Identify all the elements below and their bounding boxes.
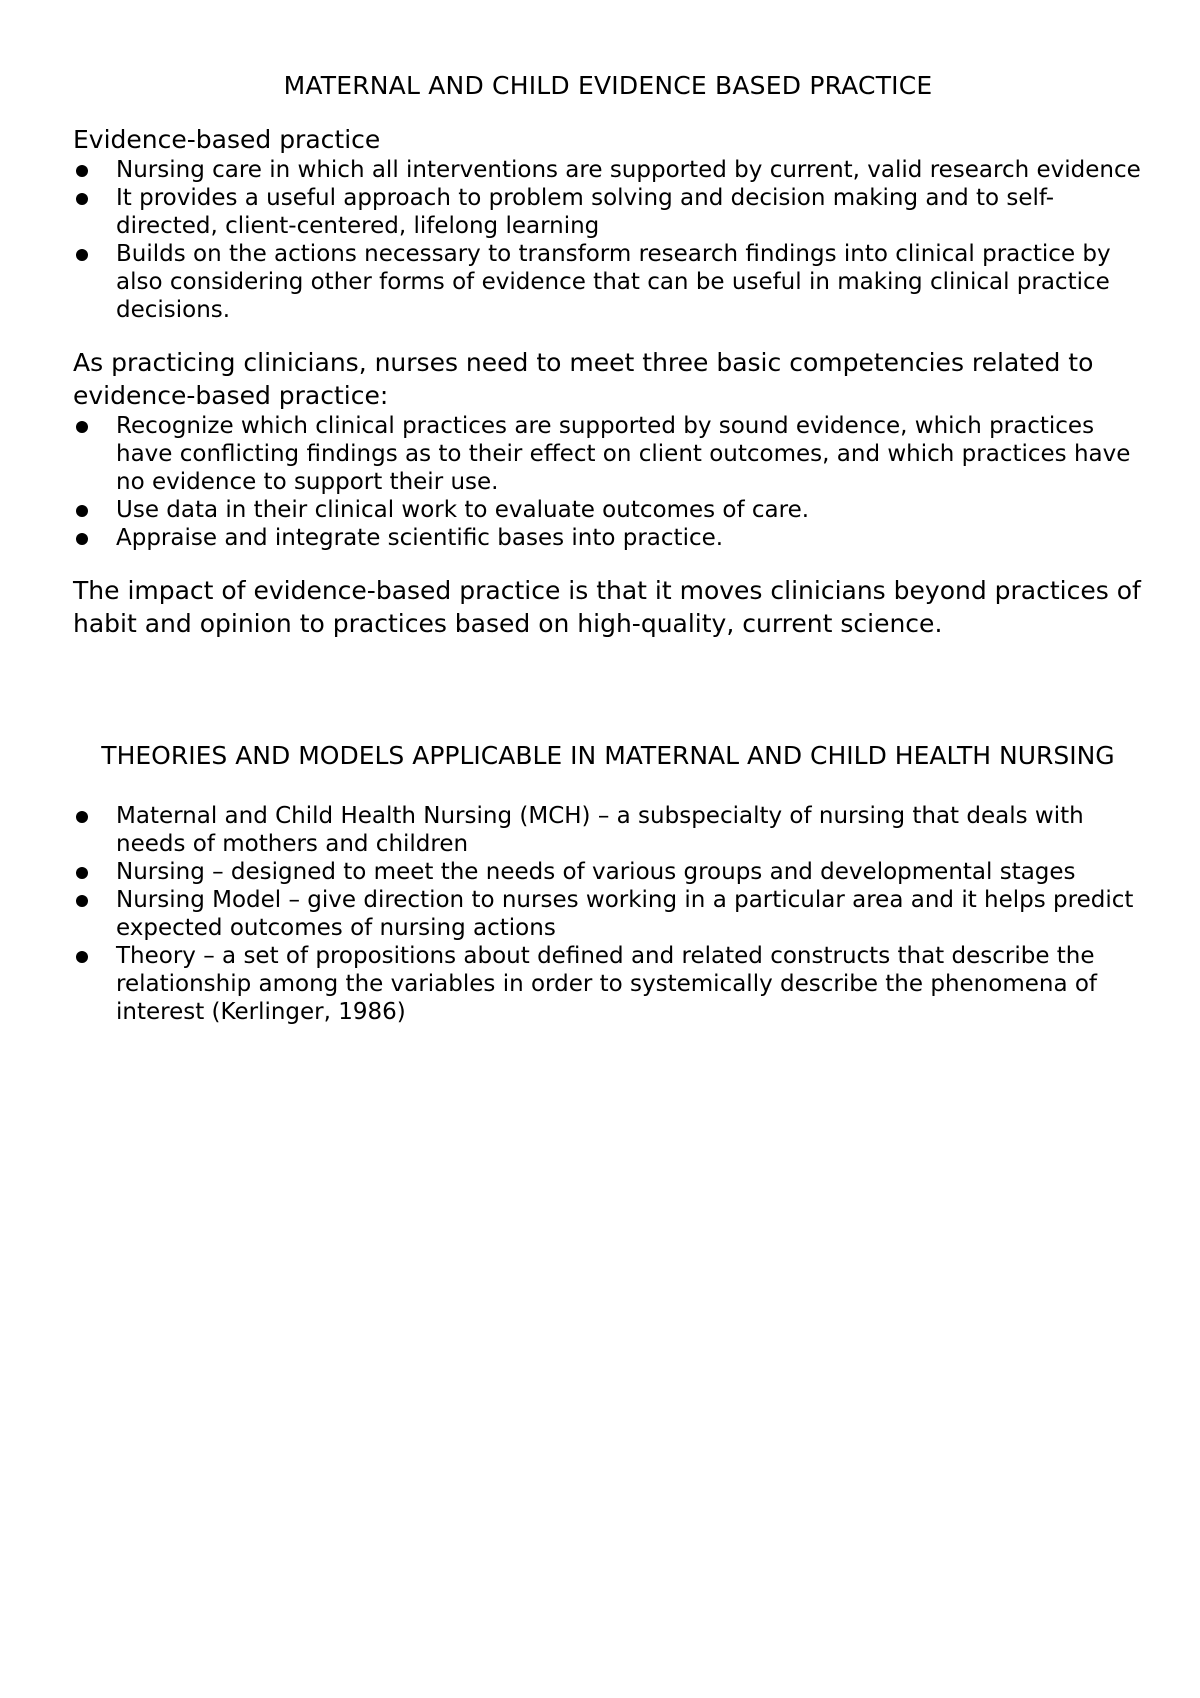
list-item-text: It provides a useful approach to problem solving and decision making and to self-directed, client-centered, lifelong learning [116,185,1055,239]
list-item-text: Nursing – designed to meet the needs of various groups and developmental stages [116,859,1076,885]
spacer [73,640,1143,740]
impact-paragraph: The impact of evidence-based practice is that it moves clinicians beyond practices of habit and opinion to practices based on high-quality, current science. [73,576,1141,638]
bullet-icon [76,951,88,963]
list-item-text: Maternal and Child Health Nursing (MCH) – a subspecialty of nursing that deals with needs of mothers and children [116,803,1084,857]
document-page [73,70,1143,1026]
bullet-icon [76,505,88,517]
competencies-list [73,412,1143,552]
list-item-text: Builds on the actions necessary to transform research findings into clinical practice by also considering other forms of evidence that can be useful in making clinical practice decisions. [116,241,1111,323]
bullet-icon [76,533,88,545]
section-heading-evidence-based-practice: Evidence-based practice [73,125,381,154]
list-item [73,240,1143,324]
list-item [73,802,1143,858]
list-item [73,858,1143,886]
evidence-based-practice-list [73,156,1143,324]
list-item-text: Nursing care in which all interventions are supported by current, valid research evidence [116,157,1141,183]
list-item [73,184,1143,240]
list-item [73,886,1143,942]
list-item-text: Recognize which clinical practices are supported by sound evidence, which practices have conflicting findings as to their effect on client outcomes, and which practices have no evidence to support their use. [116,413,1131,495]
list-item [73,496,1143,524]
list-item [73,412,1143,496]
bullet-icon [76,421,88,433]
theories-title: THEORIES AND MODELS APPLICABLE IN MATERNAL AND CHILD HEALTH NURSING [101,741,1115,770]
list-item [73,942,1143,1026]
spacer [73,324,1143,346]
list-item [73,524,1143,552]
bullet-icon [76,249,88,261]
bullet-icon [76,895,88,907]
bullet-icon [76,811,88,823]
document-title: MATERNAL AND CHILD EVIDENCE BASED PRACTICE [283,71,933,100]
bullet-icon [76,867,88,879]
spacer [73,552,1143,574]
bullet-icon [76,193,88,205]
theories-list [73,802,1143,1026]
section-heading-competencies: As practicing clinicians, nurses need to meet three basic competencies related to evidence-based practice: [73,348,1094,410]
bullet-icon [76,165,88,177]
list-item-text: Nursing Model – give direction to nurses working in a particular area and it helps predict expected outcomes of nursing actions [116,887,1134,941]
list-item-text: Use data in their clinical work to evaluate outcomes of care. [116,497,810,523]
list-item-text: Theory – a set of propositions about defined and related constructs that describe the relationship among the variables in order to systemically describe the phenomena of interest (Kerlinger, 1986) [116,943,1098,1025]
list-item-text: Appraise and integrate scientific bases into practice. [116,525,724,551]
list-item [73,156,1143,184]
